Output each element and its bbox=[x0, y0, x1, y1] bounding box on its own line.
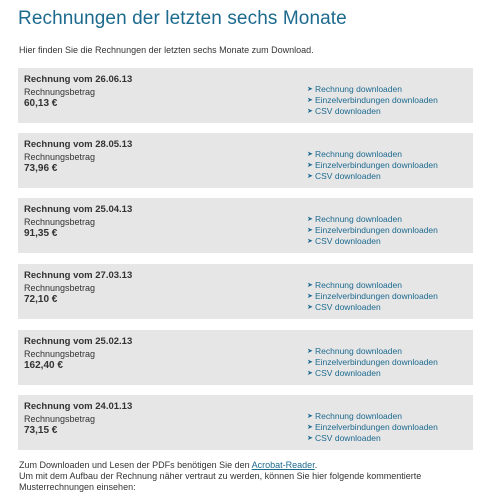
arrow-right-icon: ➤ bbox=[307, 108, 313, 115]
invoice-amount: 60,13 € bbox=[24, 98, 58, 109]
download-csv-label: CSV downloaden bbox=[315, 106, 381, 116]
invoice-amount-label: Rechnungsbetrag bbox=[24, 414, 96, 424]
invoice-title: Rechnung vom 25.04.13 bbox=[24, 204, 133, 215]
arrow-right-icon: ➤ bbox=[307, 227, 313, 234]
download-itemized-label: Einzelverbindungen downloaden bbox=[315, 291, 438, 301]
download-invoice-label: Rechnung downloaden bbox=[315, 214, 402, 224]
download-itemized-link[interactable] bbox=[307, 357, 438, 368]
footer-notes bbox=[19, 460, 469, 493]
arrow-right-icon: ➤ bbox=[307, 162, 313, 169]
download-itemized-label: Einzelverbindungen downloaden bbox=[315, 422, 438, 432]
invoice-box bbox=[18, 68, 473, 123]
invoice-amount-label: Rechnungsbetrag bbox=[24, 283, 96, 293]
invoice-download-links bbox=[307, 149, 438, 182]
arrow-right-icon: ➤ bbox=[307, 293, 313, 300]
arrow-right-icon: ➤ bbox=[307, 216, 313, 223]
download-csv-label: CSV downloaden bbox=[315, 302, 381, 312]
invoice-title: Rechnung vom 27.03.13 bbox=[24, 270, 133, 281]
invoice-title: Rechnung vom 25.02.13 bbox=[24, 336, 133, 347]
intro-text: Hier finden Sie die Rechnungen der letzten sechs Monate zum Download. bbox=[19, 45, 314, 55]
invoice-title: Rechnung vom 28.05.13 bbox=[24, 139, 133, 150]
download-itemized-link[interactable] bbox=[307, 95, 438, 106]
acrobat-note-prefix: Zum Downloaden und Lesen der PDFs benötigen Sie den bbox=[19, 460, 252, 470]
arrow-right-icon: ➤ bbox=[307, 97, 313, 104]
arrow-right-icon: ➤ bbox=[307, 424, 313, 431]
download-csv-link[interactable] bbox=[307, 106, 438, 117]
arrow-right-icon: ➤ bbox=[307, 435, 313, 442]
download-csv-link[interactable] bbox=[307, 302, 438, 313]
invoice-amount-label: Rechnungsbetrag bbox=[24, 87, 96, 97]
invoice-box bbox=[18, 264, 473, 319]
arrow-right-icon: ➤ bbox=[307, 282, 313, 289]
arrow-right-icon: ➤ bbox=[307, 370, 313, 377]
arrow-right-icon: ➤ bbox=[307, 86, 313, 93]
download-invoice-link[interactable] bbox=[307, 214, 438, 225]
invoice-amount: 73,15 € bbox=[24, 425, 58, 436]
invoice-download-links bbox=[307, 280, 438, 313]
download-itemized-label: Einzelverbindungen downloaden bbox=[315, 95, 438, 105]
invoice-amount-label: Rechnungsbetrag bbox=[24, 217, 96, 227]
download-invoice-label: Rechnung downloaden bbox=[315, 280, 402, 290]
invoice-box bbox=[18, 198, 473, 253]
invoice-box bbox=[18, 133, 473, 188]
download-itemized-label: Einzelverbindungen downloaden bbox=[315, 225, 438, 235]
download-csv-link[interactable] bbox=[307, 433, 438, 444]
invoice-title: Rechnung vom 26.06.13 bbox=[24, 74, 133, 85]
acrobat-note bbox=[19, 460, 469, 471]
download-itemized-label: Einzelverbindungen downloaden bbox=[315, 357, 438, 367]
invoice-title: Rechnung vom 24.01.13 bbox=[24, 401, 133, 412]
download-invoice-label: Rechnung downloaden bbox=[315, 149, 402, 159]
invoice-amount-label: Rechnungsbetrag bbox=[24, 152, 96, 162]
invoice-box bbox=[18, 395, 473, 450]
download-itemized-link[interactable] bbox=[307, 160, 438, 171]
arrow-right-icon: ➤ bbox=[307, 413, 313, 420]
download-csv-label: CSV downloaden bbox=[315, 368, 381, 378]
download-itemized-link[interactable] bbox=[307, 291, 438, 302]
download-csv-link[interactable] bbox=[307, 368, 438, 379]
arrow-right-icon: ➤ bbox=[307, 348, 313, 355]
invoice-amount: 73,96 € bbox=[24, 163, 58, 174]
invoice-download-links bbox=[307, 214, 438, 247]
download-invoice-label: Rechnung downloaden bbox=[315, 411, 402, 421]
download-csv-label: CSV downloaden bbox=[315, 236, 381, 246]
invoice-download-links bbox=[307, 84, 438, 117]
arrow-right-icon: ➤ bbox=[307, 304, 313, 311]
acrobat-note-suffix: . bbox=[314, 460, 318, 470]
invoice-amount-label: Rechnungsbetrag bbox=[24, 349, 96, 359]
download-csv-label: CSV downloaden bbox=[315, 171, 381, 181]
arrow-right-icon: ➤ bbox=[307, 151, 313, 158]
invoice-amount: 162,40 € bbox=[24, 360, 63, 371]
download-csv-link[interactable] bbox=[307, 236, 438, 247]
sample-invoices-heading: Musterrechnungen einsehen: bbox=[19, 482, 136, 492]
download-invoice-label: Rechnung downloaden bbox=[315, 346, 402, 356]
download-invoice-link[interactable] bbox=[307, 84, 438, 95]
download-itemized-link[interactable] bbox=[307, 225, 438, 236]
download-itemized-link[interactable] bbox=[307, 422, 438, 433]
arrow-right-icon: ➤ bbox=[307, 238, 313, 245]
invoice-download-links bbox=[307, 346, 438, 379]
sample-invoices-note: Um mit dem Aufbau der Rechnung näher vertraut zu werden, können Sie hier folgende kommentierte bbox=[19, 471, 422, 481]
invoice-amount: 91,35 € bbox=[24, 228, 58, 239]
invoice-box bbox=[18, 330, 473, 385]
download-invoice-label: Rechnung downloaden bbox=[315, 84, 402, 94]
arrow-right-icon: ➤ bbox=[307, 359, 313, 366]
download-itemized-label: Einzelverbindungen downloaden bbox=[315, 160, 438, 170]
download-invoice-link[interactable] bbox=[307, 280, 438, 291]
download-csv-label: CSV downloaden bbox=[315, 433, 381, 443]
download-csv-link[interactable] bbox=[307, 171, 438, 182]
acrobat-reader-link[interactable]: Acrobat-Reader bbox=[251, 460, 315, 470]
invoice-download-links bbox=[307, 411, 438, 444]
download-invoice-link[interactable] bbox=[307, 149, 438, 160]
page-title: Rechnungen der letzten sechs Monate bbox=[18, 8, 347, 29]
invoice-amount: 72,10 € bbox=[24, 294, 58, 305]
download-invoice-link[interactable] bbox=[307, 411, 438, 422]
arrow-right-icon: ➤ bbox=[307, 173, 313, 180]
download-invoice-link[interactable] bbox=[307, 346, 438, 357]
